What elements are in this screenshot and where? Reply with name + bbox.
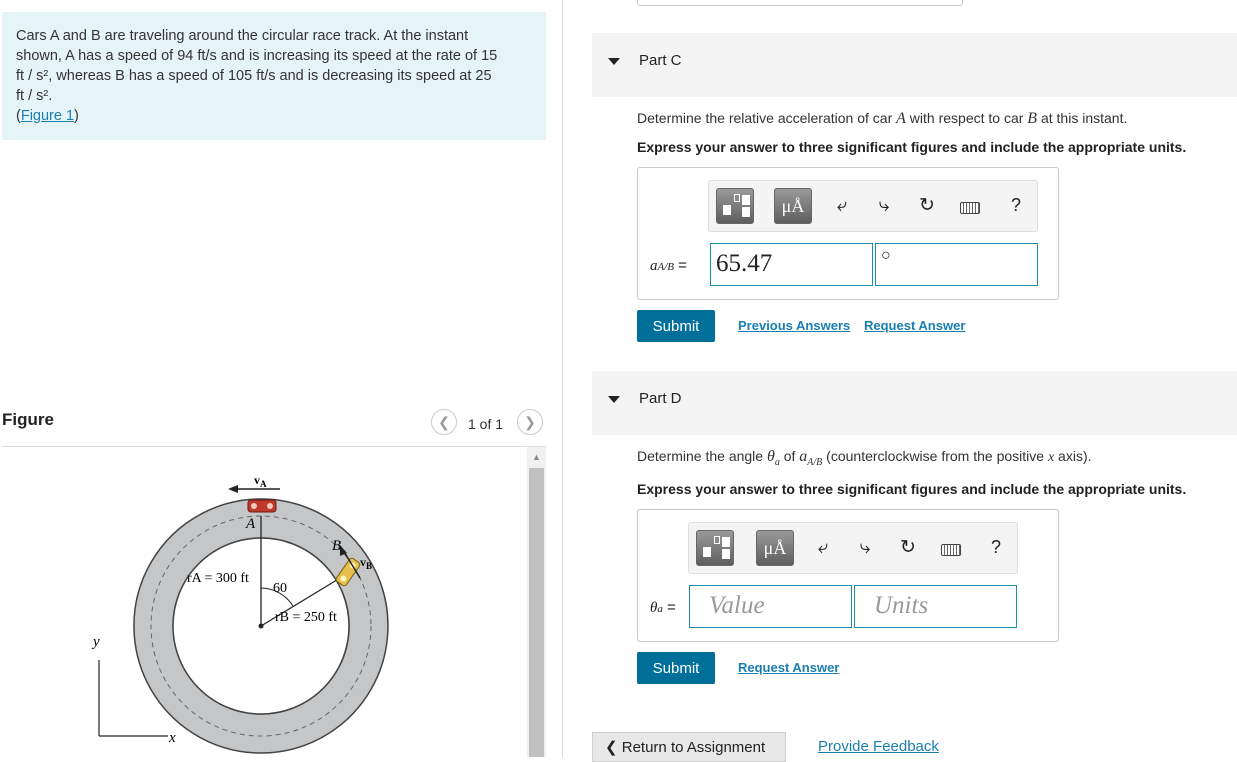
label-vb: $v_B$ <box>360 555 373 571</box>
part-d-answer-box <box>637 509 1059 642</box>
figure-next-button[interactable] <box>517 409 543 435</box>
problem-line-2: shown, A has a speed of 94 ft/s and is increasing its speed at the rate of 15 <box>16 48 498 64</box>
redo-icon[interactable]: ⤷ <box>878 195 890 216</box>
reset-icon[interactable]: ↻ <box>919 195 935 216</box>
part-d-submit-button[interactable]: Submit <box>637 652 715 684</box>
previous-answers-link[interactable]: Previous Answers <box>738 318 851 333</box>
label-va: $v_A$ <box>254 473 267 489</box>
part-d-header[interactable] <box>592 371 1237 435</box>
part-c-question: Determine the relative acceleration of car A with respect to car B at this instant. <box>637 110 1128 127</box>
templates-icon[interactable] <box>696 530 734 566</box>
units-icon[interactable]: μÅ <box>774 188 812 224</box>
part-d-instruction: Express your answer to three significant figures and include the appropriate units. <box>637 481 1187 497</box>
label-b: B <box>332 538 342 554</box>
label-rb: rB = 250 ft <box>275 610 337 625</box>
part-d-value-input[interactable]: Value <box>689 585 852 628</box>
part-d-toolbar <box>688 522 1018 574</box>
undo-icon[interactable]: ⤶ <box>817 537 829 558</box>
collapse-triangle-icon <box>608 58 620 65</box>
problem-line-4: ft / s². <box>16 88 53 104</box>
keyboard-icon[interactable] <box>960 202 980 214</box>
label-ra: rA = 300 ft <box>187 571 249 586</box>
return-label: Return to Assignment <box>621 739 766 756</box>
column-separator <box>562 0 563 757</box>
part-d-title: Part D <box>639 390 682 407</box>
velocity-a-arrowhead <box>228 485 238 493</box>
problem-statement <box>2 12 546 140</box>
chevron-right-icon: ❯ <box>524 413 536 430</box>
part-c-title: Part C <box>639 52 682 69</box>
figure-divider <box>2 446 546 447</box>
part-d-units-input[interactable]: Units <box>854 585 1017 628</box>
reset-icon[interactable]: ↻ <box>900 537 916 558</box>
part-c-answer-box <box>637 167 1059 300</box>
keyboard-icon[interactable] <box>941 544 961 556</box>
part-d-request-answer-link[interactable]: Request Answer <box>738 660 840 675</box>
figure-link-wrapper: (Figure 1) <box>16 108 79 124</box>
help-icon[interactable]: ? <box>990 537 1001 557</box>
part-c-units-input[interactable]: ○ <box>875 243 1038 286</box>
part-c-toolbar <box>708 180 1038 232</box>
figure-counter: 1 of 1 <box>468 416 504 432</box>
previous-part-box <box>637 0 963 6</box>
part-c-variable-label: aA/B = <box>650 257 687 274</box>
part-d-question: Determine the angle $\theta_a$ of $a_{A/B}$ (counterclockwise from the positive x axis). <box>637 448 1092 469</box>
chevron-left-icon: ❮ <box>438 413 450 430</box>
units-icon[interactable]: μÅ <box>756 530 794 566</box>
figure-scroll-thumb[interactable] <box>529 468 544 757</box>
undo-icon[interactable]: ⤶ <box>836 195 848 216</box>
figure-title: Figure <box>2 410 54 429</box>
race-track-figure <box>60 460 440 757</box>
label-y: y <box>93 634 100 650</box>
problem-line-3: ft / s², whereas B has a speed of 105 ft/s and is decreasing its speed at 25 <box>16 68 492 84</box>
label-angle: 60 <box>273 581 287 596</box>
templates-icon[interactable] <box>716 188 754 224</box>
problem-line-1: Cars A and B are traveling around the circular race track. At the instant <box>16 28 469 44</box>
part-c-value-input[interactable]: 65.47 <box>710 243 873 286</box>
car-a <box>248 500 276 512</box>
chevron-left-icon: ❮ <box>605 739 618 756</box>
part-d-variable-label: θa = <box>650 599 676 616</box>
scroll-up-arrow-icon[interactable]: ▲ <box>532 452 541 462</box>
part-c-instruction: Express your answer to three significant figures and include the appropriate units. <box>637 139 1187 155</box>
part-c-header[interactable] <box>592 33 1237 97</box>
part-c-submit-button[interactable]: Submit <box>637 310 715 342</box>
label-a: A <box>246 516 256 532</box>
figure-prev-button[interactable] <box>431 409 457 435</box>
redo-icon[interactable]: ⤷ <box>859 537 871 558</box>
help-icon[interactable]: ? <box>1010 195 1021 215</box>
return-to-assignment-button[interactable] <box>592 732 786 762</box>
collapse-triangle-icon <box>608 396 620 403</box>
label-x: x <box>169 730 176 746</box>
part-c-request-answer-link[interactable]: Request Answer <box>864 318 966 333</box>
track-center <box>259 624 264 629</box>
provide-feedback-link[interactable]: Provide Feedback <box>818 738 939 755</box>
figure-link[interactable]: Figure 1 <box>20 108 75 124</box>
